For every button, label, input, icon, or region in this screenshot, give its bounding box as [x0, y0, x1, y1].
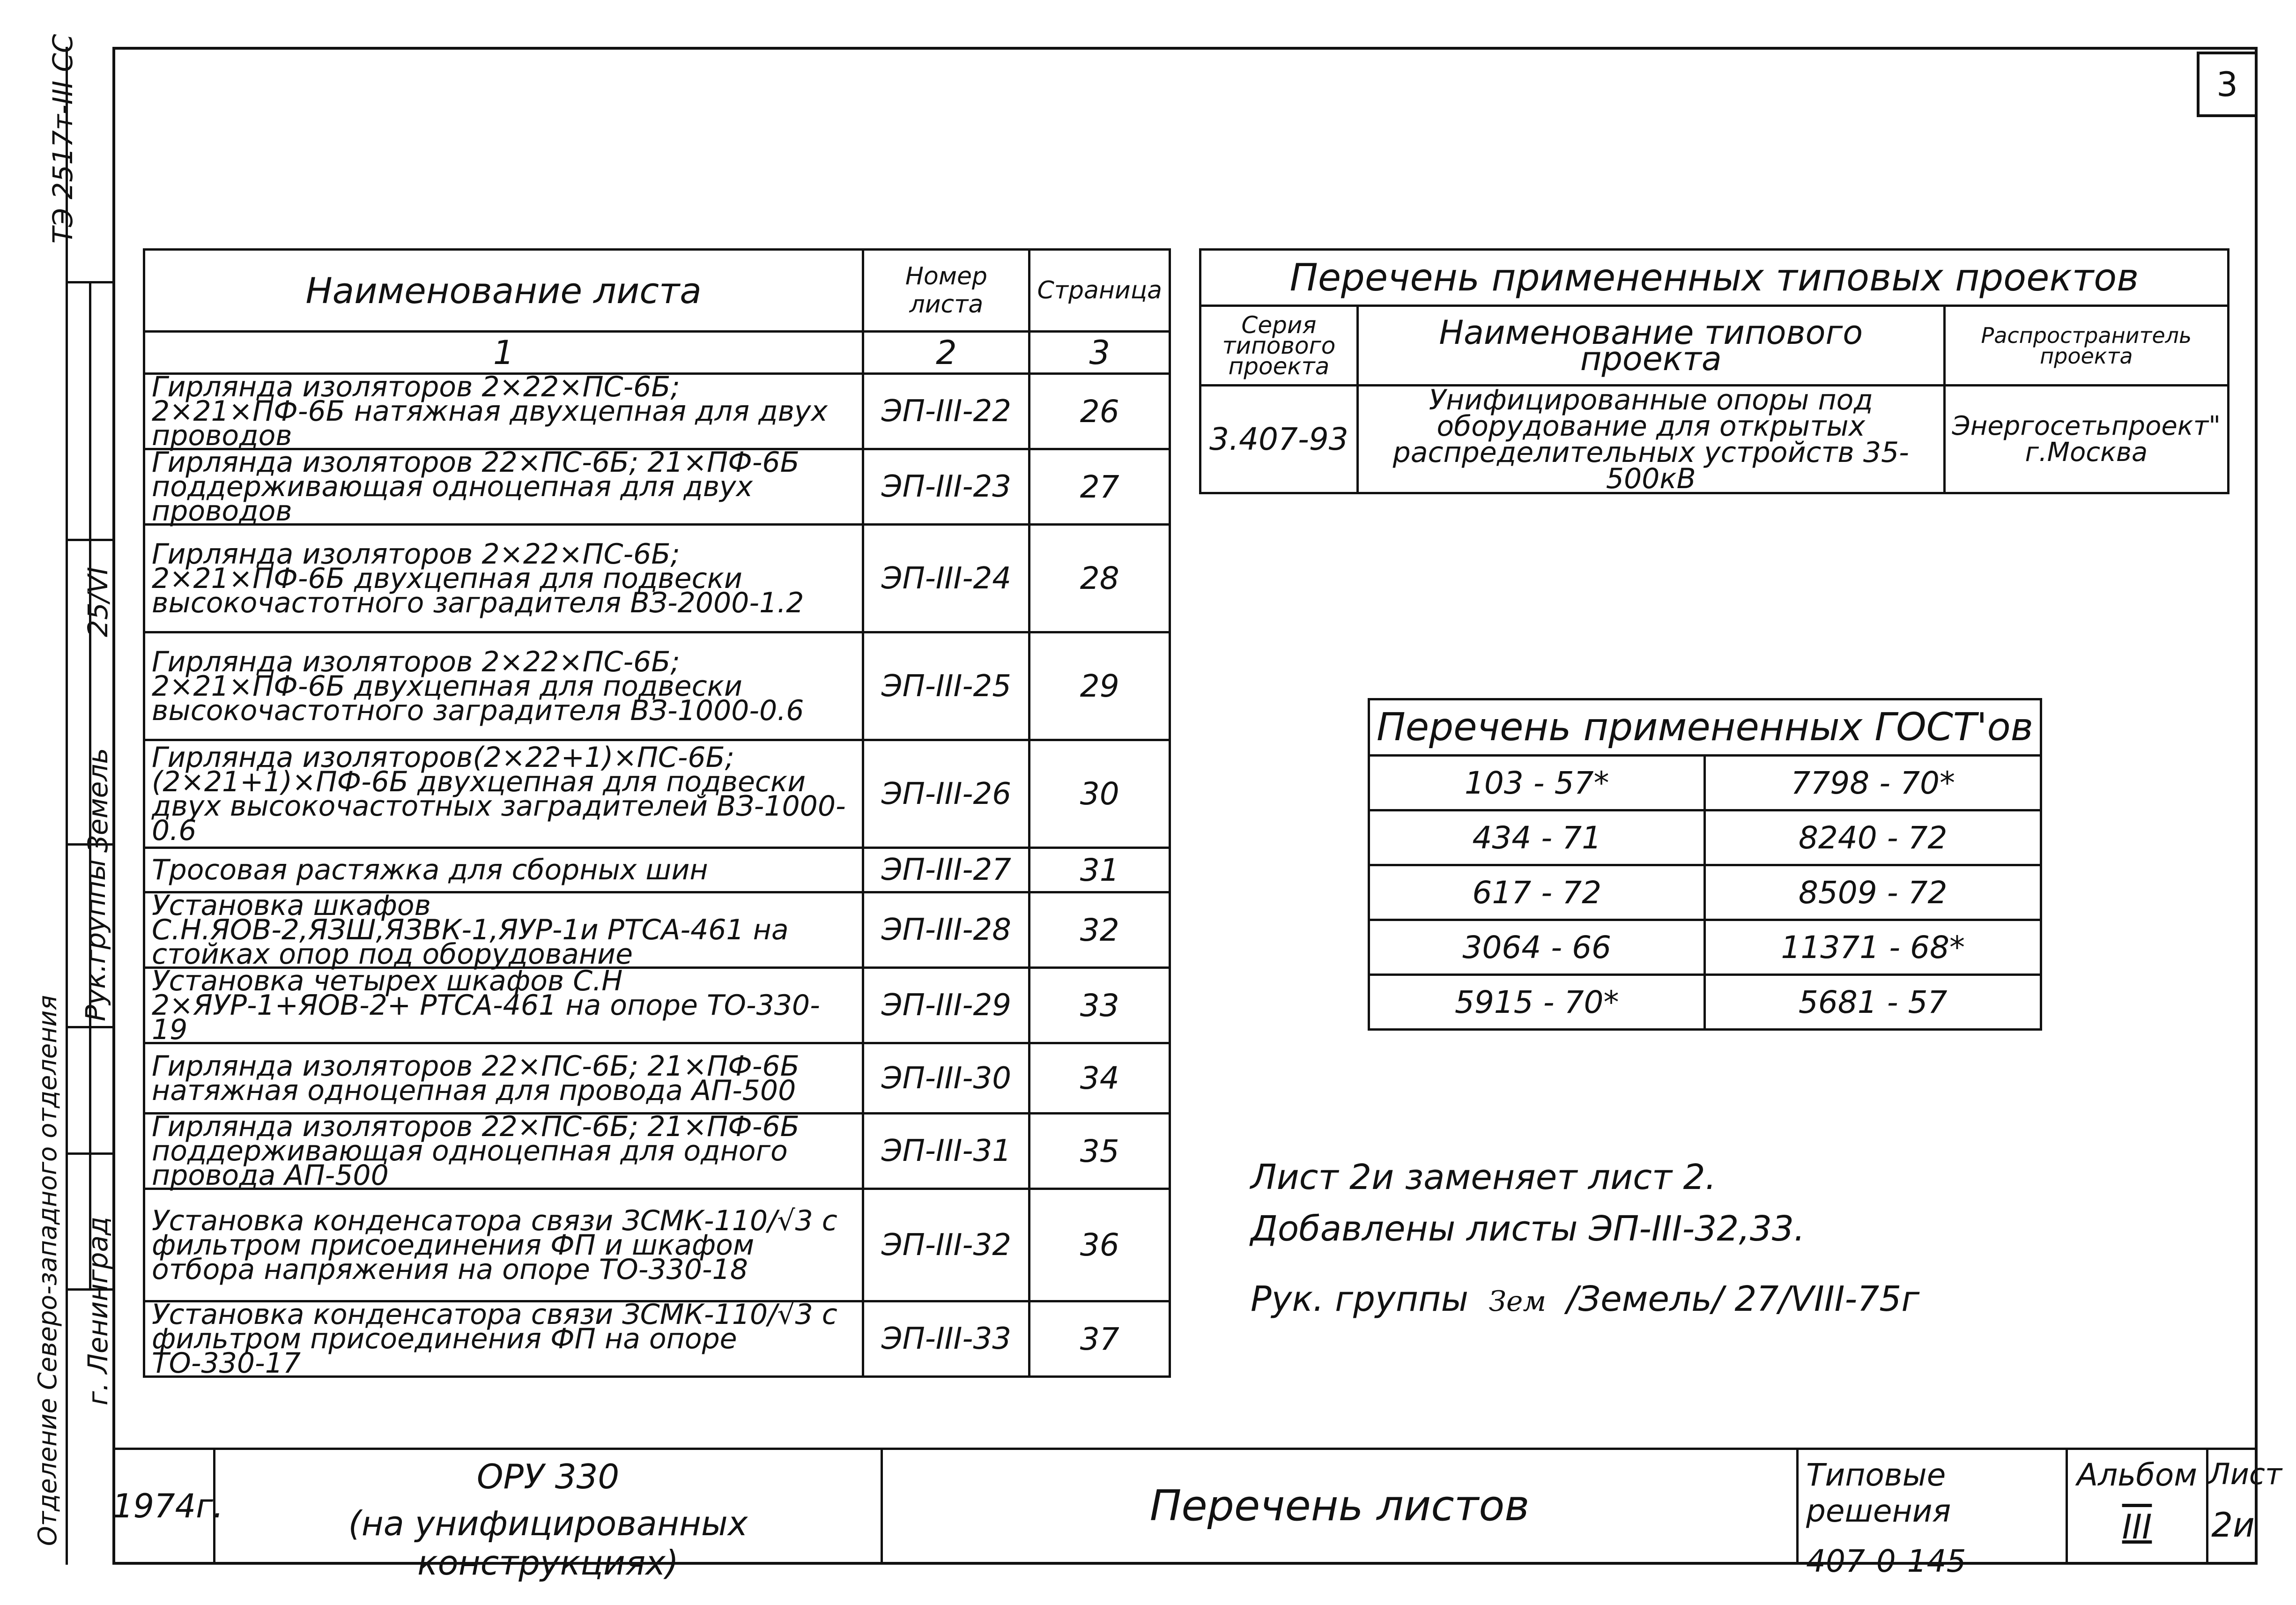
gost-cell: 7798 - 70* [1705, 756, 2041, 810]
gost-cell: 8509 - 72 [1705, 865, 2041, 920]
table-row [144, 968, 1170, 1043]
header-series: Серия типового проекта [1200, 306, 1358, 386]
sheet-page: 31 [1029, 848, 1170, 892]
sheet-page: 26 [1029, 374, 1170, 449]
type-projects-table [1199, 248, 2229, 494]
sheet-number: ЭП-III-33 [863, 1301, 1029, 1377]
sheet-name: Тросовая растяжка для сборных шин [144, 848, 863, 892]
strip-divider [66, 47, 68, 1565]
sheet-number: ЭП-III-27 [863, 848, 1029, 892]
sheet-number: ЭП-III-28 [863, 892, 1029, 968]
sheet-name: Гирлянда изоляторов(2×22+1)×ПС-6Б; (2×21+1)×ПФ-6Б двухцепная для подвески двух высокочастотных заградителей ВЗ-1000-0.6 [144, 740, 863, 848]
tb-object [213, 1448, 881, 1583]
tb-typical [1796, 1448, 2066, 1579]
sheet-page: 37 [1029, 1301, 1170, 1377]
sheet-number: ЭП-III-29 [863, 968, 1029, 1043]
sheet-number: ЭП-III-26 [863, 740, 1029, 848]
strip-org: Отделение Северо-западного отделения [33, 995, 62, 1546]
title-block [112, 1448, 2282, 1583]
sheet-page: 27 [1029, 449, 1170, 525]
tb-sheet [2206, 1448, 2282, 1565]
left-binding-strip [0, 34, 114, 1565]
table-row [144, 1114, 1170, 1189]
table-row [144, 740, 1170, 848]
tb-typical-value: 407-0-145 [1806, 1543, 1966, 1579]
sheet-page: 32 [1029, 892, 1170, 968]
table-row [1369, 865, 2041, 920]
strip-date: 25/VI [82, 566, 114, 637]
header-sheet-name: Наименование листа [144, 250, 863, 332]
header-page: Страница [1029, 250, 1170, 332]
project-distributor: Энергосетьпроект" г.Москва [1944, 386, 2228, 493]
sheet-number: ЭП-III-23 [863, 449, 1029, 525]
sheet-name: Установка конденсатора связи ЗСМК-110/√3 с фильтром присоединения ФП и шкафом отбора напряжения на опоре ТО-330-18 [144, 1189, 863, 1301]
table-row [1200, 386, 2229, 493]
sheet-name: Установка конденсатора связи ЗСМК-110/√3 с фильтром присоединения ФП на опоре ТО-330-17 [144, 1301, 863, 1377]
signature: Зем [1489, 1285, 1547, 1318]
gost-cell: 3064 - 66 [1369, 920, 1705, 975]
sheet-name: Установка четырех шкафов С.Н 2×ЯУР-1+ЯОВ-2+ РТСА-461 на опоре ТО-330-19 [144, 968, 863, 1043]
sheet-number: ЭП-III-22 [863, 374, 1029, 449]
col-number: 2 [863, 332, 1029, 374]
tb-year: 1974г. [112, 1487, 224, 1525]
table-row [144, 892, 1170, 968]
sheet-number: ЭП-III-25 [863, 632, 1029, 740]
sheet-number: ЭП-III-30 [863, 1043, 1029, 1114]
sheet-number: ЭП-III-24 [863, 525, 1029, 632]
gost-cell: 617 - 72 [1369, 865, 1705, 920]
sheet-name: Гирлянда изоляторов 2×22×ПС-6Б; 2×21×ПФ-6Б двухцепная для подвески высокочастотного заградителя ВЗ-2000-1.2 [144, 525, 863, 632]
strip-rule [66, 1152, 112, 1155]
table-row [144, 449, 1170, 525]
sheet-name: Гирлянда изоляторов 2×22×ПС-6Б; 2×21×ПФ-6Б двухцепная для подвески высокочастотного заградителя ВЗ-1000-0.6 [144, 632, 863, 740]
gost-table [1368, 698, 2042, 1031]
table-row [144, 1301, 1170, 1377]
sheet-name: Гирлянда изоляторов 22×ПС-6Б; 21×ПФ-6Б поддерживающая одноцепная для одного провода АП-500 [144, 1114, 863, 1189]
tb-album-label: Альбом [2076, 1457, 2198, 1493]
sheet-number: ЭП-III-31 [863, 1114, 1029, 1189]
note-role: Рук. группы [1251, 1279, 1468, 1319]
col-number: 1 [144, 332, 863, 374]
strip-city: г. Ленинград [82, 1216, 114, 1405]
tb-object-line1: ОРУ 330 [476, 1457, 620, 1496]
table-row [1369, 920, 2041, 975]
gost-cell: 103 - 57* [1369, 756, 1705, 810]
sheet-page: 28 [1029, 525, 1170, 632]
sheet-name: Гирлянда изоляторов 22×ПС-6Б; 21×ПФ-6Б натяжная одноцепная для провода АП-500 [144, 1043, 863, 1114]
tb-album-value: III [2122, 1507, 2152, 1546]
header-distributor: Распространитель проекта [1944, 306, 2228, 386]
strip-rule [66, 281, 112, 283]
note-role-tail: /Земель/ 27/VIII-75г [1566, 1279, 1920, 1319]
header-project-name: Наименование типового проекта [1357, 306, 1944, 386]
table-row [1369, 756, 2041, 810]
table-row [144, 1189, 1170, 1301]
sheet-page: 34 [1029, 1043, 1170, 1114]
sheet-name: Установка шкафов С.Н.ЯОВ-2,ЯЗШ,ЯЗВК-1,ЯУР-1и РТСА-461 на стойках опор под оборудование [144, 892, 863, 968]
strip-surname: Земель [82, 748, 114, 853]
project-name: Унифицированные опоры под оборудование для открытых распределительных устройств 35-500кВ [1357, 386, 1944, 493]
table-row [144, 374, 1170, 449]
sheet-page: 30 [1029, 740, 1170, 848]
tb-doc-title: Перечень листов [881, 1448, 1796, 1565]
projects-title: Перечень примененных типовых проектов [1200, 250, 2229, 306]
gost-cell: 434 - 71 [1369, 810, 1705, 865]
corner-page-number: 3 [2197, 52, 2258, 117]
sheet-page: 35 [1029, 1114, 1170, 1189]
gost-cell: 5681 - 57 [1705, 975, 2041, 1030]
tb-album [2066, 1448, 2206, 1565]
tb-sheet-label: Лист [2208, 1457, 2282, 1491]
sheet-page: 33 [1029, 968, 1170, 1043]
table-row [144, 1043, 1170, 1114]
tb-sheet-value: 2и [2211, 1505, 2255, 1545]
sheet-page: 29 [1029, 632, 1170, 740]
strip-rule [66, 1026, 112, 1028]
sheet-name: Гирлянда изоляторов 2×22×ПС-6Б; 2×21×ПФ-6Б натяжная двухцепная для двух проводов [144, 374, 863, 449]
table-row [1369, 810, 2041, 865]
sheet-name: Гирлянда изоляторов 22×ПС-6Б; 21×ПФ-6Б поддерживающая одноцепная для двух проводов [144, 449, 863, 525]
table-row [144, 525, 1170, 632]
table-row [144, 632, 1170, 740]
gost-cell: 5915 - 70* [1369, 975, 1705, 1030]
tb-typical-label: Типовые решения [1806, 1457, 1951, 1529]
note-added: Добавлены листы ЭП-III-32,33. [1251, 1209, 1805, 1249]
note-replaces: Лист 2и заменяет лист 2. [1251, 1157, 1717, 1197]
project-series: 3.407-93 [1200, 386, 1358, 493]
tb-object-line2: (на унифицированных конструкциях) [348, 1504, 748, 1583]
strip-rule [66, 539, 112, 541]
sheet-number: ЭП-III-32 [863, 1189, 1029, 1301]
table-row [1369, 975, 2041, 1030]
header-sheet-number: Номер листа [863, 250, 1029, 332]
note-signoff [1251, 1279, 1919, 1319]
gost-cell: 11371 - 68* [1705, 920, 2041, 975]
sheet-list-table [143, 248, 1171, 1378]
strip-top-code: ТЭ 2517т-III СС [47, 34, 79, 244]
col-number: 3 [1029, 332, 1170, 374]
gost-title: Перечень примененных ГОСТ'ов [1369, 699, 2041, 756]
strip-role: Рук.группы [80, 859, 111, 1021]
sheet-page: 36 [1029, 1189, 1170, 1301]
table-row [144, 848, 1170, 892]
gost-cell: 8240 - 72 [1705, 810, 2041, 865]
